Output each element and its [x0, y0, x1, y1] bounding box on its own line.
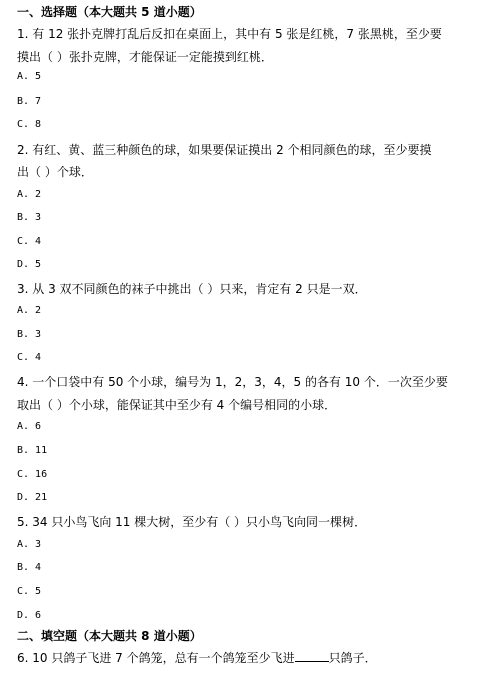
question-5-option-a: A. 3 — [17, 539, 42, 550]
answer-blank[interactable] — [295, 650, 329, 662]
question-2-option-c: C. 4 — [17, 236, 42, 247]
section-heading-fill: 二、填空题（本大题共 8 道小题） — [17, 629, 202, 643]
question-4-line-1: 4. 一个口袋中有 50 个小球，编号为 1，2，3，4，5 的各有 10 个．一次至少要 — [17, 375, 448, 389]
section-heading-choice: 一、选择题（本大题共 5 道小题） — [17, 5, 202, 19]
question-3-option-b: B. 3 — [17, 329, 42, 340]
question-5-line-1: 5. 34 只小鸟飞向 11 棵大树，至少有（ ）只小鸟飞向同一棵树． — [17, 515, 367, 529]
question-2-option-d: D. 5 — [17, 259, 42, 270]
question-3-option-c: C. 4 — [17, 352, 42, 363]
question-2-line-2: 出（ ）个球． — [17, 165, 93, 179]
question-5-option-d: D. 6 — [17, 610, 42, 621]
question-2-line-1: 2. 有红、黄、蓝三种颜色的球，如果要保证摸出 2 个相同颜色的球，至少要摸 — [17, 143, 432, 157]
question-1-option-c: C. 8 — [17, 119, 42, 130]
question-6-line-1 — [17, 650, 377, 666]
question-5-option-b: B. 4 — [17, 562, 42, 573]
question-5-option-c: C. 5 — [17, 586, 42, 597]
question-3-line-1: 3. 从 3 双不同颜色的袜子中挑出（ ）只来，肯定有 2 只是一双． — [17, 282, 367, 296]
question-4-option-c: C. 16 — [17, 469, 48, 480]
question-4-option-d: D. 21 — [17, 492, 48, 503]
question-6-text-before: 6. 10 只鸽子飞进 7 个鸽笼，总有一个鸽笼至少飞进 — [17, 651, 295, 665]
question-2-option-a: A. 2 — [17, 189, 42, 200]
question-1-option-a: A. 5 — [17, 71, 42, 82]
question-1-line-2: 摸出（ ）张扑克牌，才能保证一定能摸到红桃． — [17, 50, 273, 64]
question-2-option-b: B. 3 — [17, 212, 42, 223]
question-1-option-b: B. 7 — [17, 96, 42, 107]
question-4-line-2: 取出（ ）个小球，能保证其中至少有 4 个编号相同的小球． — [17, 398, 337, 412]
question-4-option-a: A. 6 — [17, 421, 42, 432]
question-3-option-a: A. 2 — [17, 305, 42, 316]
question-4-option-b: B. 11 — [17, 445, 48, 456]
question-6-text-after: 只鸽子． — [328, 651, 377, 665]
question-1-line-1: 1. 有 12 张扑克牌打乱后反扣在桌面上，其中有 5 张是红桃，7 张黑桃，至少要 — [17, 27, 442, 41]
